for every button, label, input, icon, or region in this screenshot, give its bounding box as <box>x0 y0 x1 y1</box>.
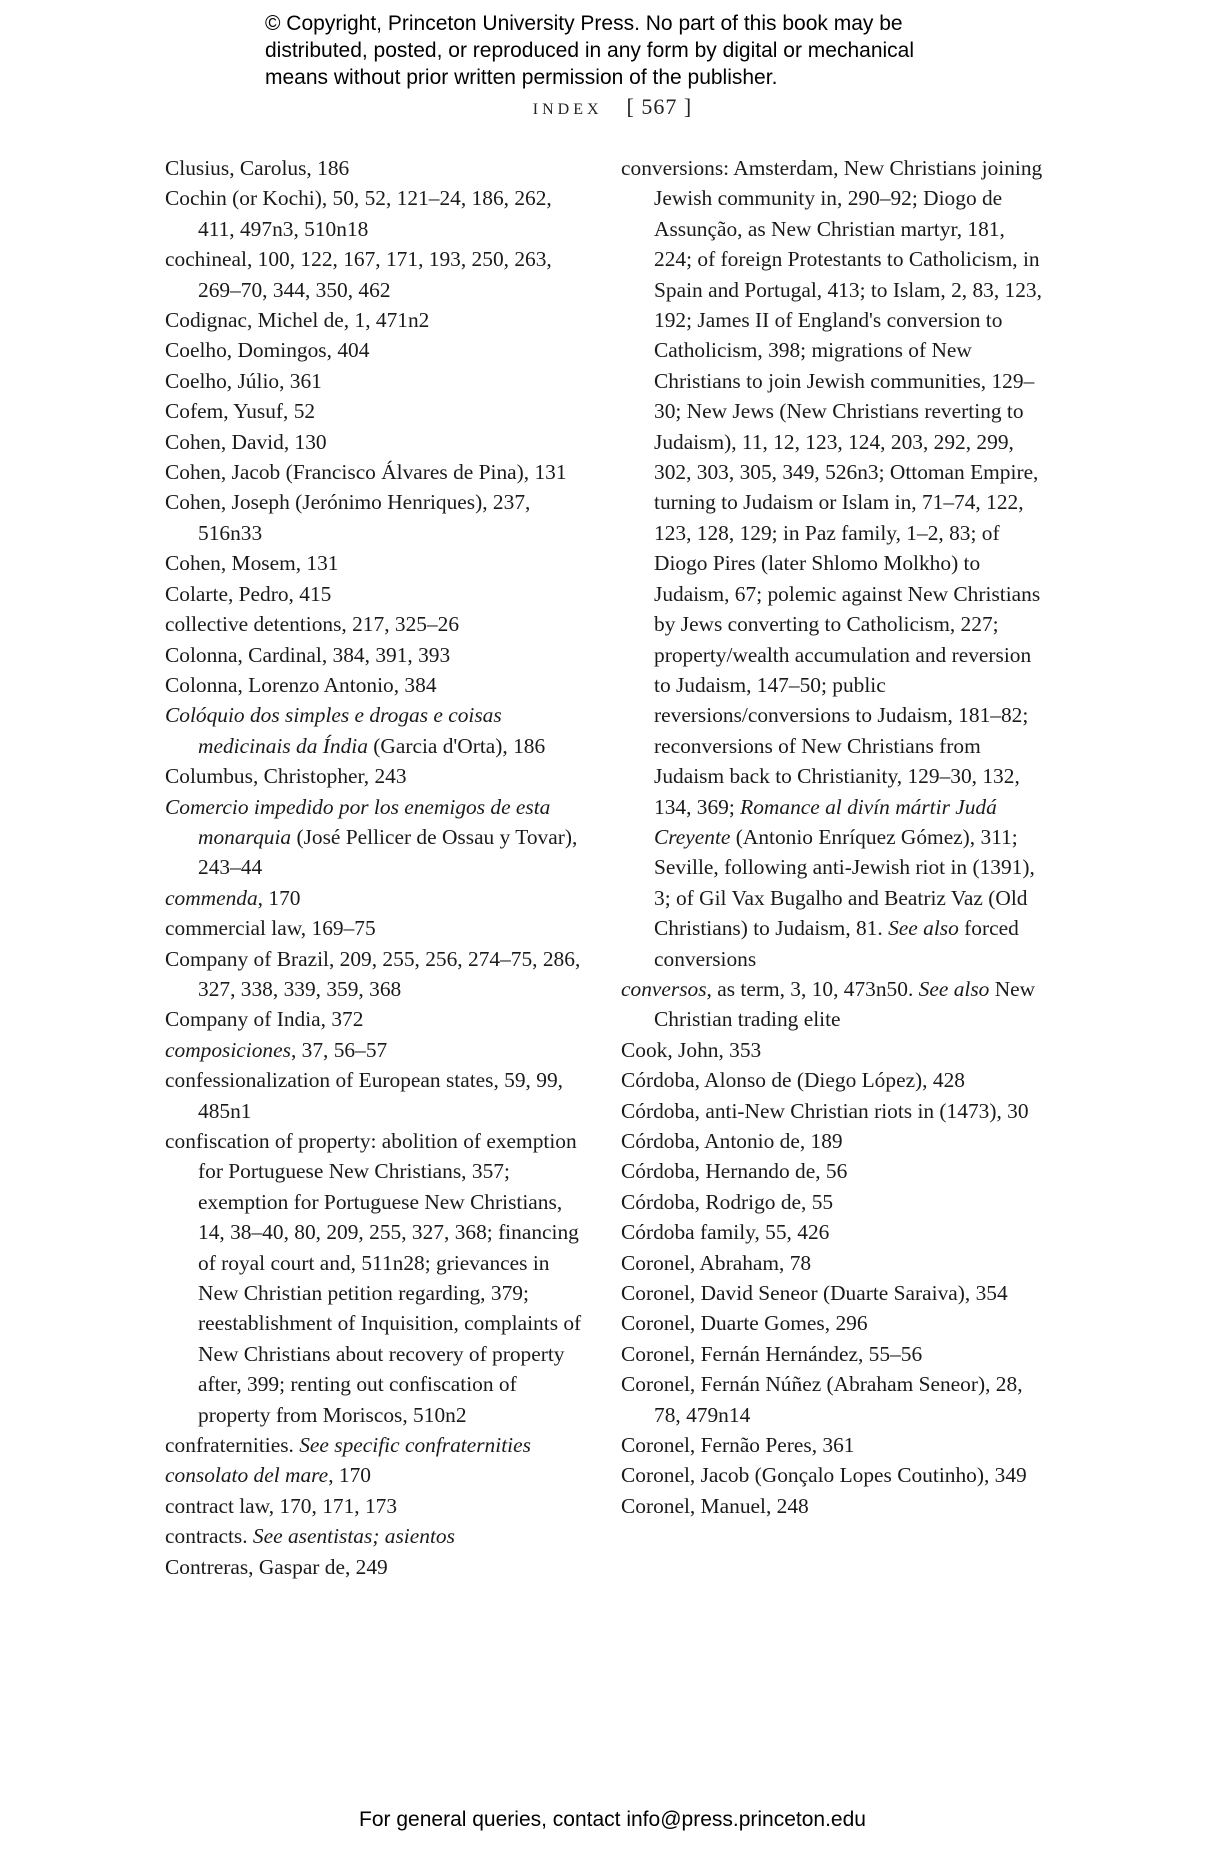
index-entry: Cohen, Mosem, 131 <box>165 551 339 576</box>
index-entry: Coronel, Fernán Hernández, 55–56 <box>621 1341 923 1366</box>
index-entry: Coronel, Jacob (Gonçalo Lopes Coutinho), 349 <box>621 1463 1027 1488</box>
index-entry: Cochin (or Kochi), 50, 52, 121–24, 186, 262, 411, 497n3, 510n18 <box>165 186 552 241</box>
copyright-notice <box>265 10 1025 91</box>
index-entry: Coronel, Duarte Gomes, 296 <box>621 1311 868 1336</box>
index-column-right <box>621 153 1046 1521</box>
index-entry: Cohen, Jacob (Francisco Álvares de Pina), 131 <box>165 460 567 485</box>
index-entry: Córdoba, Antonio de, 189 <box>621 1129 843 1153</box>
index-entry: Coronel, Abraham, 78 <box>621 1250 812 1275</box>
index-entry: Córdoba, Alonso de (Diego López), 428 <box>621 1068 965 1093</box>
index-entry: cochineal, 100, 122, 167, 171, 193, 250, 263, 269–70, 344, 350, 462 <box>165 247 552 302</box>
index-entry: Cohen, David, 130 <box>165 429 327 454</box>
index-entry: confraternities. See specific confraternities <box>165 1433 531 1458</box>
index-entry: Coelho, Domingos, 404 <box>165 338 370 363</box>
index-entry: Córdoba, anti-New Christian riots in (1473), 30 <box>621 1098 1029 1123</box>
index-entry: contract law, 170, 171, 173 <box>165 1493 398 1518</box>
index-entry: Cohen, Joseph (Jerónimo Henriques), 237, 516n33 <box>165 490 531 545</box>
index-entry: confessionalization of European states, 59, 99, 485n1 <box>165 1068 563 1123</box>
copyright-line: distributed, posted, or reproduced in any form by digital or mechanical <box>265 39 915 62</box>
index-entry: Córdoba, Hernando de, 56 <box>621 1159 848 1184</box>
index-entry: Codignac, Michel de, 1, 471n2 <box>165 308 430 333</box>
running-head-title: INDEX <box>532 101 603 118</box>
index-entry: commenda, 170 <box>165 885 301 910</box>
index-entry: conversos, as term, 3, 10, 473n50. See also New Christian trading elite <box>621 976 1036 1032</box>
index-entry: commercial law, 169–75 <box>165 916 376 941</box>
index-entry: Coelho, Júlio, 361 <box>165 368 322 393</box>
index-entry: Cook, John, 353 <box>621 1037 762 1062</box>
index-entry: Company of Brazil, 209, 255, 256, 274–75, 286, 327, 338, 339, 359, 368 <box>165 946 581 1001</box>
index-entry: Córdoba family, 55, 426 <box>621 1220 830 1245</box>
index-entry: Coronel, Fernão Peres, 361 <box>621 1433 855 1458</box>
running-head <box>0 94 1225 120</box>
index-entry: Company of India, 372 <box>165 1007 364 1032</box>
index-column-left <box>165 153 585 1582</box>
copyright-line: © Copyright, Princeton University Press. No part of this book may be <box>265 12 903 35</box>
index-entry: composiciones, 37, 56–57 <box>165 1037 388 1062</box>
index-entry: Cofem, Yusuf, 52 <box>165 399 316 424</box>
index-entry: Colóquio dos simples e drogas e coisas medicinais da Índia (Garcia d'Orta), 186 <box>165 703 546 758</box>
index-entry: confiscation of property: abolition of exemption for Portuguese New Christians, 357; exemption for Portuguese New Christians, 14, 38–40, 80, 209, 255, 327, 368; financing of royal court and, 511n28; grievances in New Christian petition regarding, 379; reestablishment of Inquisition, complaints of New Christians about recovery of property after, 399; renting out confiscation of property from Moriscos, 510n2 <box>165 1129 582 1427</box>
index-entry: Colonna, Cardinal, 384, 391, 393 <box>165 642 451 667</box>
index-entry: Clusius, Carolus, 186 <box>165 156 350 180</box>
index-entry: Comercio impedido por los enemigos de esta monarquia (José Pellicer de Ossau y Tovar), 243–44 <box>165 794 578 880</box>
index-entry: Coronel, David Seneor (Duarte Saraiva), 354 <box>621 1281 1008 1306</box>
index-entry: Coronel, Manuel, 248 <box>621 1493 809 1518</box>
index-entry: Contreras, Gaspar de, 249 <box>165 1554 388 1579</box>
index-entry: collective detentions, 217, 325–26 <box>165 612 460 637</box>
index-entry: contracts. See asentistas; asientos <box>165 1524 455 1549</box>
page-number: [ 567 ] <box>626 94 693 119</box>
index-entry: Columbus, Christopher, 243 <box>165 764 407 789</box>
index-entry: Colarte, Pedro, 415 <box>165 581 332 606</box>
footer-contact: For general queries, contact info@press.princeton.edu <box>359 1808 866 1831</box>
index-entry: conversions: Amsterdam, New Christians joining Jewish community in, 290–92; Diogo de Assunção, as New Christian martyr, 181, 224; of foreign Protestants to Catholicism, in Spain and Portugal, 413; to Islam, 2, 83, 123, 192; James II of England's conversion to Catholicism, 398; migrations of New Christians to join Jewish communities, 129–30; New Jews (New Christians reverting to Judaism), 11, 12, 123, 124, 203, 292, 299, 302, 303, 305, 349, 526n3; Ottoman Empire, turning to Judaism or Islam in, 71–74, 122, 123, 128, 129; in Paz family, 1–2, 83; of Diogo Pires (later Shlomo Molkho) to Judaism, 67; polemic against New Christians by Jews converting to Catholicism, 227; property/wealth accumulation and reversion to Judaism, 147–50; public reversions/conversions to Judaism, 181–82; reconversions of New Christians from Judaism back to Christianity, 129–30, 132, 134, 369; Romance al divín mártir Judá Creyente (Antonio Enríquez Gómez), 311; Seville, following anti-Jewish riot in (1391), 3; of Gil Vax Bugalho and Beatriz Vaz (Old Christians) to Judaism, 81. See also forced conversions <box>621 156 1043 971</box>
index-entry: Coronel, Fernán Núñez (Abraham Seneor), 28, 78, 479n14 <box>621 1372 1023 1427</box>
index-entry: consolato del mare, 170 <box>165 1463 371 1488</box>
index-entry: Córdoba, Rodrigo de, 55 <box>621 1189 834 1214</box>
copyright-line: means without prior written permission of the publisher. <box>265 66 778 89</box>
index-entry: Colonna, Lorenzo Antonio, 384 <box>165 672 437 697</box>
